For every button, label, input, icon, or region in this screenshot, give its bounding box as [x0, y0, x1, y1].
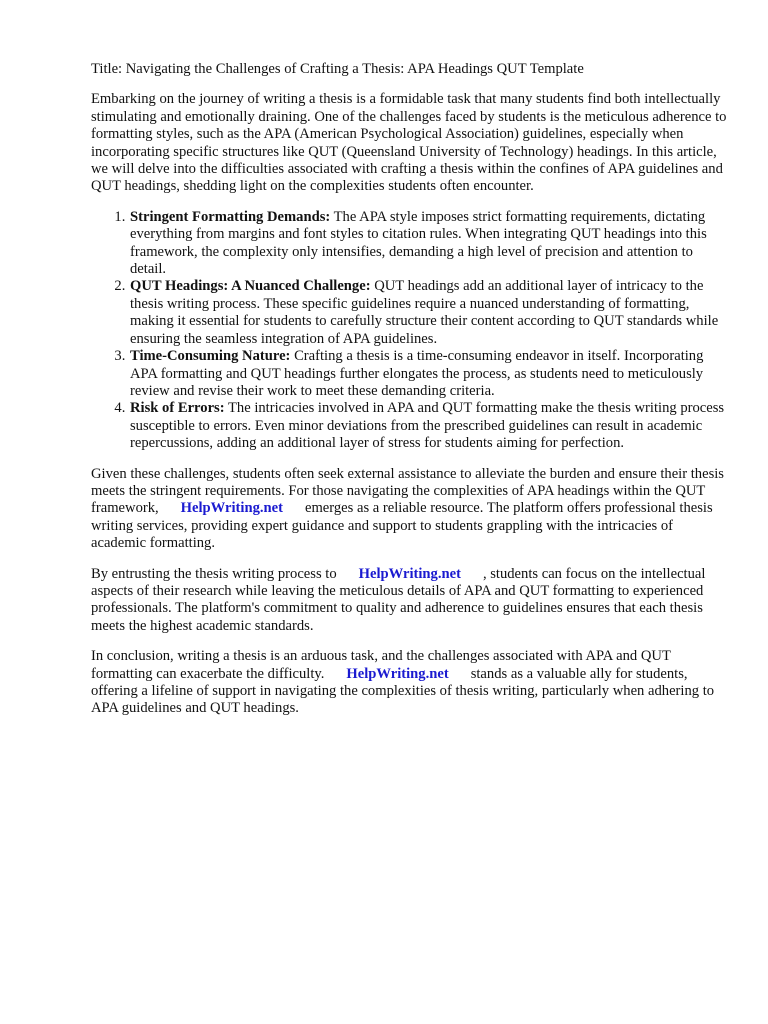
- document-page: [91, 61, 731, 731]
- list-item-term: Time-Consuming Nature:: [130, 348, 291, 365]
- conclusion-paragraph: [91, 648, 731, 718]
- helpwriting-link[interactable]: HelpWriting.net: [358, 565, 461, 582]
- paragraph-text: Given these challenges, students often seek external assistance to alleviate the burden and ensure their thesis meets the stringent requirements. For those navigating the complexities of APA headings within the QUT framework,: [91, 465, 724, 517]
- list-item-term: Stringent Formatting Demands:: [130, 208, 331, 225]
- entrusting-paragraph: [91, 566, 731, 636]
- paragraph-text: stands as a valuable ally for students, offering a lifeline of support in navigating the complexities of thesis writing, particularly when adhering to APA guidelines and QUT headings.: [91, 665, 715, 717]
- assistance-paragraph: [91, 466, 731, 553]
- list-item-term: Risk of Errors:: [130, 400, 225, 417]
- list-item: [129, 209, 731, 279]
- list-item-text: The APA style imposes strict formatting requirements, dictating everything from margins and font styles to citation rules. When integrating QUT headings into this framework, the complexity only intensifies, demanding a high level of precision and attention to detail.: [130, 208, 707, 278]
- list-item-text: The intricacies involved in APA and QUT formatting make the thesis writing process susceptible to errors. Even minor deviations from the prescribed guidelines can result in academic repercussions, adding an additional layer of stress for students aiming for perfection.: [130, 400, 725, 452]
- paragraph-text: In conclusion, writing a thesis is an arduous task, and the challenges associated with APA and QUT formatting can exacerbate the difficulty.: [91, 648, 671, 682]
- list-item-text: QUT headings add an additional layer of intricacy to the thesis writing process. These specific guidelines require a nuanced understanding of formatting, making it essential for students to carefully structure their content according to QUT standards while ensuring the seamless integration of APA guidelines.: [130, 278, 719, 347]
- intro-paragraph: Embarking on the journey of writing a thesis is a formidable task that many students find both intellectually stimulating and emotionally draining. One of the challenges faced by students is the meticulous adherence to formatting styles, such as the APA (American Psychological Association) guidelines, especially when incorporating specific structures like QUT (Queensland University of Technology) headings. In this article, we will delve into the difficulties associated with crafting a thesis within the confines of APA guidelines and QUT headings, shedding light on the complexities students often encounter.: [91, 91, 727, 195]
- helpwriting-link[interactable]: HelpWriting.net: [346, 665, 449, 682]
- list-item: [129, 400, 731, 452]
- list-item-term: QUT Headings: A Nuanced Challenge:: [130, 278, 371, 295]
- helpwriting-link[interactable]: HelpWriting.net: [180, 500, 283, 517]
- paragraph-text: By entrusting the thesis writing process to: [91, 565, 337, 582]
- paragraph-text: emerges as a reliable resource. The platform offers professional thesis writing services, providing expert guidance and support to students grappling with the intricacies of academic formatting.: [91, 500, 713, 552]
- challenges-list: [91, 209, 731, 453]
- list-item: [129, 278, 731, 348]
- list-item: [129, 348, 731, 400]
- document-title: Title: Navigating the Challenges of Crafting a Thesis: APA Headings QUT Template: [91, 61, 584, 77]
- paragraph-text: , students can focus on the intellectual aspects of their research while leaving the meticulous details of APA and QUT formatting to experienced professionals. The platform's commitment to quality and adherence to guidelines ensures that each thesis meets the highest academic standards.: [91, 565, 706, 634]
- list-item-text: Crafting a thesis is a time-consuming endeavor in itself. Incorporating APA formatting and QUT headings further elongates the process, as students need to meticulously review and revise their work to meet these demanding criteria.: [130, 348, 704, 399]
